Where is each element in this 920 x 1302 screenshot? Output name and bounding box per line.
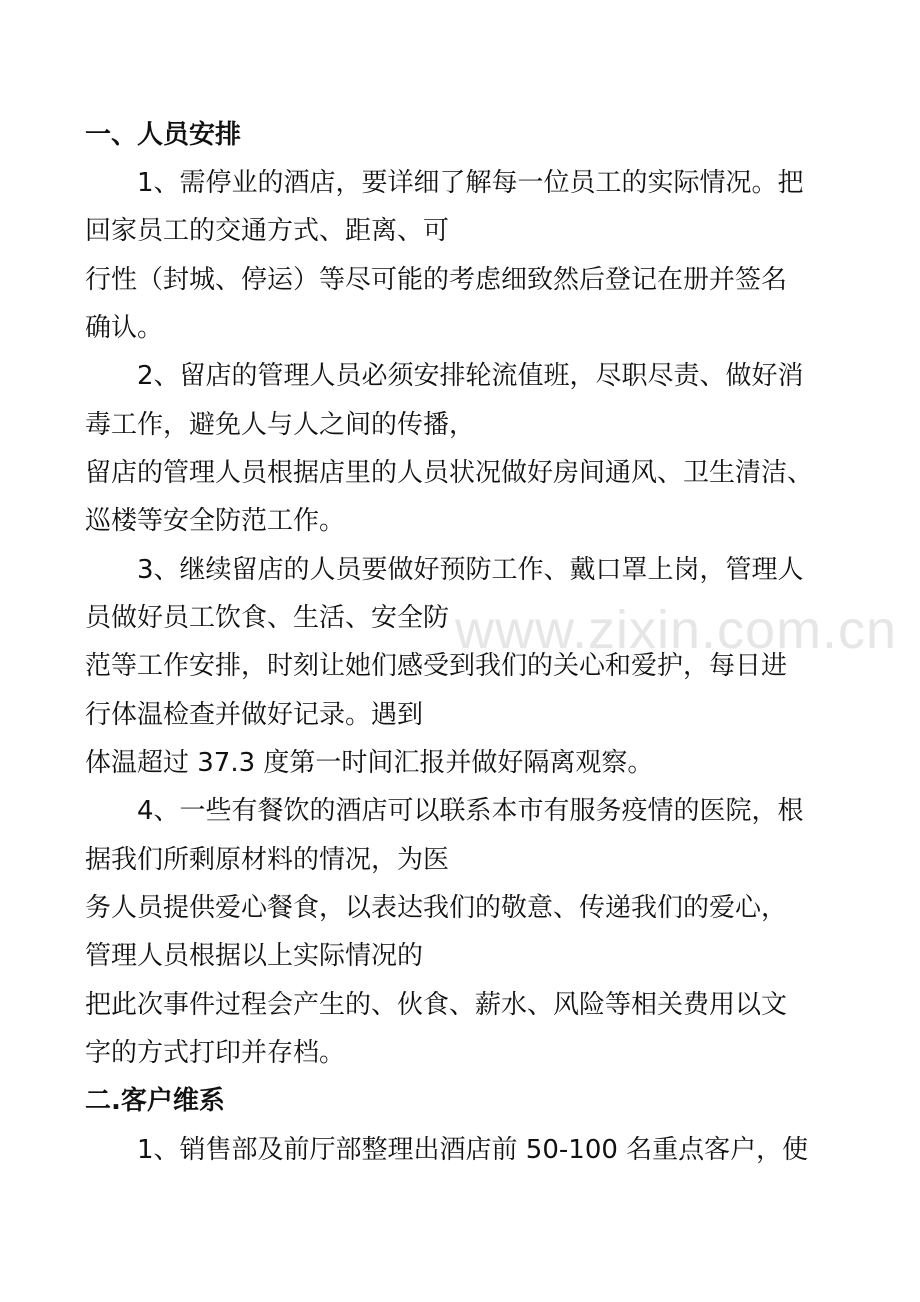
paragraph-line: 行体温检查并做好记录。遇到 [85,700,424,730]
paragraph-line: 巡楼等安全防范工作。 [85,506,346,536]
paragraph-line: 务人员提供爱心餐食，以表达我们的敬意、传递我们的爱心， [85,893,788,923]
paragraph-line: 行性（封城、停运）等尽可能的考虑细致然后登记在册并签名 [85,265,788,295]
paragraph-line: 范等工作安排，时刻让她们感受到我们的关心和爱护，每日进 [85,651,788,681]
paragraph-line: 据我们所剩原材料的情况，为医 [85,845,450,875]
paragraph-line: 留店的管理人员根据店里的人员状况做好房间通风、卫生清洁、 [85,458,814,488]
paragraph-line: 3、继续留店的人员要做好预防工作、戴口罩上岗，管理人 [137,555,804,585]
paragraph-line: 字的方式打印并存档。 [85,1038,346,1068]
paragraph-line: 员做好员工饮食、生活、安全防 [85,603,450,633]
paragraph-line: 2、留店的管理人员必须安排轮流值班，尽职尽责、做好消 [137,361,804,391]
paragraph-line: 把此次事件过程会产生的、伙食、薪水、风险等相关费用以文 [85,990,788,1020]
paragraph-line: 4、一些有餐饮的酒店可以联系本市有服务疫情的医院，根 [137,796,804,826]
watermark: www.zixin.com.cn [455,600,898,660]
paragraph-line: 管理人员根据以上实际情况的 [85,941,424,971]
paragraph-line: 体温超过 37.3 度第一时间汇报并做好隔离观察。 [85,748,654,778]
paragraph-line: 毒工作，避免人与人之间的传播， [85,410,476,440]
section-heading-2: 二.客户维系 [85,1086,225,1116]
paragraph-line: 1、需停业的酒店，要详细了解每一位员工的实际情况。把 [137,168,804,198]
section-heading-1: 一、人员安排 [85,120,242,150]
paragraph-line: 回家员工的交通方式、距离、可 [85,216,450,246]
paragraph-line: 1、销售部及前厅部整理出酒店前 50-100 名重点客户，使 [137,1135,809,1165]
paragraph-line: 确认。 [85,313,164,343]
